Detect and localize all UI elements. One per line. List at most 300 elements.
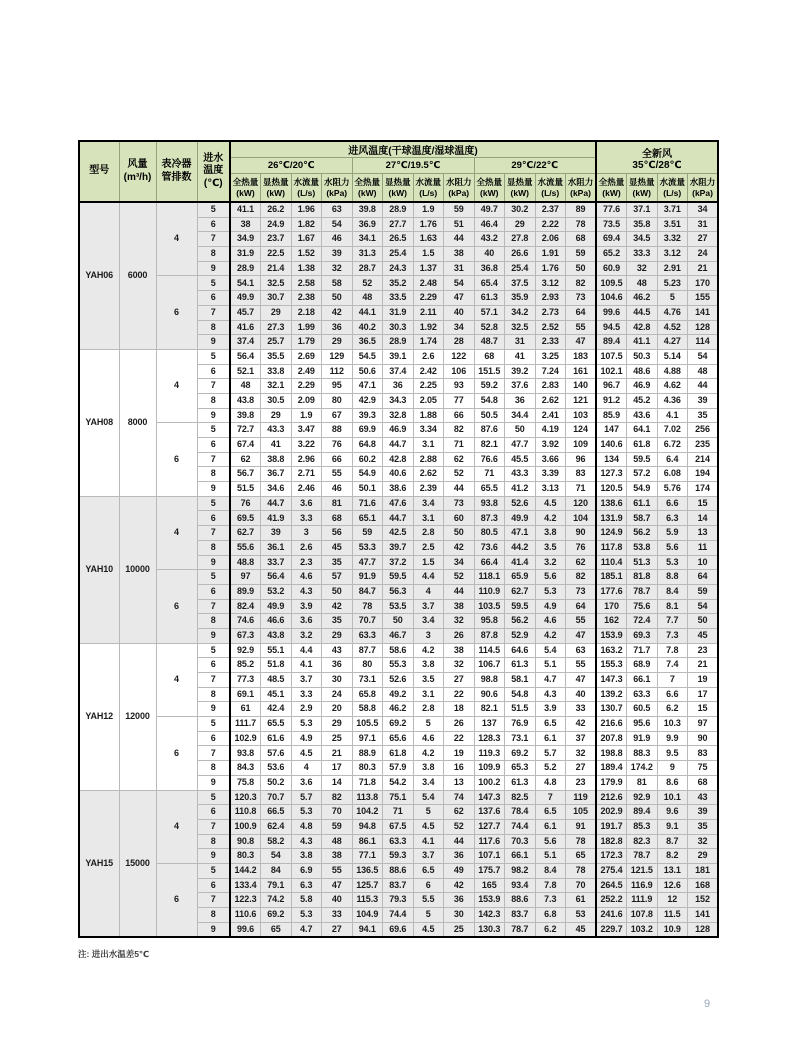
value-cell: 64 [566, 305, 597, 320]
value-cell: 2.49 [291, 364, 322, 379]
value-cell: 33.8 [261, 364, 292, 379]
value-cell: 3.5 [535, 540, 566, 555]
value-cell: 179.9 [596, 775, 627, 790]
value-cell: 6.72 [657, 438, 688, 453]
value-cell: 137.6 [474, 805, 505, 820]
value-cell: 57.1 [474, 305, 505, 320]
value-cell: 170 [596, 599, 627, 614]
value-cell: 43.8 [261, 628, 292, 643]
table-row [79, 496, 718, 511]
value-cell: 48.8 [230, 555, 261, 570]
value-cell: 41.9 [261, 511, 292, 526]
value-cell: 1.92 [413, 320, 444, 335]
value-cell: 90 [566, 526, 597, 541]
value-cell: 5.3 [291, 908, 322, 923]
value-cell: 82.4 [230, 599, 261, 614]
value-cell: 68 [688, 775, 719, 790]
value-cell: 42.8 [627, 320, 658, 335]
fresh-air-line2: 35℃/28℃ [632, 159, 682, 171]
value-cell: 81.8 [627, 570, 658, 585]
value-cell: 4.2 [413, 643, 444, 658]
value-cell: 34.1 [352, 232, 383, 247]
value-cell: 10.3 [657, 717, 688, 732]
value-cell: 46 [322, 232, 353, 247]
value-cell: 43.6 [627, 408, 658, 423]
value-cell: 3.4 [413, 614, 444, 629]
value-cell: 59 [566, 247, 597, 262]
value-cell: 3.6 [291, 496, 322, 511]
value-cell: 116.9 [627, 878, 658, 893]
value-cell: 45.2 [627, 393, 658, 408]
capacity-table [78, 140, 719, 938]
value-cell: 83.7 [383, 878, 414, 893]
value-cell: 56.3 [383, 584, 414, 599]
value-cell: 28.9 [383, 202, 414, 217]
value-cell: 93.8 [230, 746, 261, 761]
value-cell: 71 [383, 805, 414, 820]
value-cell: 183 [566, 349, 597, 364]
value-cell: 151.5 [474, 364, 505, 379]
table-row [79, 863, 718, 878]
water-temp-cell: 8 [197, 687, 230, 702]
value-cell: 55 [322, 467, 353, 482]
value-cell: 76.6 [474, 452, 505, 467]
value-cell: 8.2 [657, 849, 688, 864]
value-cell: 7.7 [657, 614, 688, 629]
value-cell: 87.3 [474, 511, 505, 526]
value-cell: 43.8 [230, 393, 261, 408]
water-temp-cell: 8 [197, 540, 230, 555]
value-cell: 39.2 [505, 364, 536, 379]
value-cell: 9.1 [657, 819, 688, 834]
value-cell: 39 [688, 393, 719, 408]
value-cell: 79.3 [383, 893, 414, 908]
value-cell: 44.7 [383, 438, 414, 453]
value-cell: 88.3 [627, 746, 658, 761]
value-cell: 27 [322, 922, 353, 937]
value-cell: 5.3 [535, 584, 566, 599]
value-cell: 62 [566, 555, 597, 570]
value-cell: 36.7 [261, 467, 292, 482]
value-cell: 21 [688, 658, 719, 673]
value-cell: 73 [444, 496, 475, 511]
metric-header-name: 水流量 [537, 177, 563, 188]
value-cell: 37.5 [505, 276, 536, 291]
value-cell: 69.2 [505, 746, 536, 761]
value-cell: 59 [444, 202, 475, 217]
value-cell: 1.63 [413, 232, 444, 247]
value-cell: 45.5 [505, 452, 536, 467]
value-cell: 4.2 [535, 628, 566, 643]
value-cell: 6 [413, 878, 444, 893]
value-cell: 39.8 [230, 408, 261, 423]
value-cell: 88.6 [383, 863, 414, 878]
value-cell: 84 [261, 863, 292, 878]
value-cell: 120.3 [230, 790, 261, 805]
value-cell: 65.1 [352, 511, 383, 526]
value-cell: 33 [566, 702, 597, 717]
value-cell: 29 [261, 408, 292, 423]
value-cell: 3.12 [535, 276, 566, 291]
value-cell: 2.22 [535, 217, 566, 232]
value-cell: 84.7 [352, 584, 383, 599]
value-cell: 89.4 [596, 335, 627, 350]
value-cell: 3.4 [413, 496, 444, 511]
value-cell: 3.9 [535, 702, 566, 717]
value-cell: 82.3 [627, 834, 658, 849]
value-cell: 1.38 [291, 261, 322, 276]
value-cell: 50 [505, 423, 536, 438]
value-cell: 74.2 [261, 893, 292, 908]
value-cell: 97 [688, 717, 719, 732]
metric-header-name: 显热量 [262, 177, 289, 188]
coil-rows-cell: 4 [156, 202, 197, 276]
value-cell: 113.8 [352, 790, 383, 805]
metric-header-unit: (kW) [602, 187, 621, 198]
value-cell: 4.1 [291, 658, 322, 673]
value-cell: 103.2 [627, 922, 658, 937]
value-cell: 4.4 [413, 570, 444, 585]
water-temp-cell: 6 [197, 511, 230, 526]
value-cell: 38 [322, 849, 353, 864]
value-cell: 161 [566, 364, 597, 379]
value-cell: 46.2 [383, 702, 414, 717]
value-cell: 91 [566, 819, 597, 834]
metric-header-unit: (kW) [266, 187, 285, 198]
value-cell: 107.8 [627, 908, 658, 923]
value-cell: 105.5 [352, 717, 383, 732]
value-cell: 54.2 [383, 775, 414, 790]
value-cell: 44 [688, 379, 719, 394]
value-cell: 202.9 [596, 805, 627, 820]
value-cell: 110.8 [230, 805, 261, 820]
value-cell: 65.5 [474, 482, 505, 497]
value-cell: 26 [444, 717, 475, 732]
value-cell: 81 [627, 775, 658, 790]
value-cell: 7 [535, 790, 566, 805]
value-cell: 3.6 [291, 614, 322, 629]
water-temp-cell: 5 [197, 202, 230, 217]
value-cell: 49.9 [261, 599, 292, 614]
metric-header-unit: (kW) [358, 187, 377, 198]
value-cell: 127.7 [474, 819, 505, 834]
metric-header-name: 显热量 [629, 177, 655, 188]
value-cell: 7.4 [657, 658, 688, 673]
water-temp-cell: 9 [197, 922, 230, 937]
value-cell: 49 [444, 863, 475, 878]
value-cell: 77.3 [230, 673, 261, 688]
value-cell: 102.1 [596, 364, 627, 379]
value-cell: 22.5 [261, 247, 292, 262]
metric-header-name: 水阻力 [323, 177, 350, 188]
value-cell: 73.5 [596, 217, 627, 232]
value-cell: 10 [688, 555, 719, 570]
airflow-cell: 12000 [119, 643, 156, 790]
value-cell: 25.4 [383, 247, 414, 262]
value-cell: 2.25 [413, 379, 444, 394]
value-cell: 51.3 [627, 555, 658, 570]
value-cell: 57 [322, 570, 353, 585]
value-cell: 58.8 [352, 702, 383, 717]
value-cell: 47 [444, 291, 475, 306]
table-row [79, 643, 718, 658]
value-cell: 252.2 [596, 893, 627, 908]
value-cell: 78.4 [505, 805, 536, 820]
water-temp-cell: 6 [197, 731, 230, 746]
value-cell: 74.4 [383, 908, 414, 923]
value-cell: 10.1 [657, 790, 688, 805]
water-temp-cell: 7 [197, 305, 230, 320]
value-cell: 60.5 [627, 702, 658, 717]
value-cell: 47 [566, 673, 597, 688]
value-cell: 4.3 [291, 834, 322, 849]
value-cell: 122 [444, 349, 475, 364]
value-cell: 138.6 [596, 496, 627, 511]
group-header-inlet-air: 进风温度(干球温度/湿球温度) [230, 141, 596, 158]
value-cell: 86.1 [352, 834, 383, 849]
water-temp-cell: 5 [197, 423, 230, 438]
value-cell: 3.1 [413, 511, 444, 526]
water-temp-cell: 6 [197, 658, 230, 673]
value-cell: 5.6 [535, 834, 566, 849]
value-cell: 3.7 [413, 599, 444, 614]
value-cell: 2.9 [291, 702, 322, 717]
value-cell: 61.3 [505, 658, 536, 673]
value-cell: 57.9 [383, 761, 414, 776]
value-cell: 44 [444, 584, 475, 599]
airflow-cell: 6000 [119, 202, 156, 349]
value-cell: 46.4 [474, 217, 505, 232]
value-cell: 9.6 [657, 805, 688, 820]
value-cell: 131.9 [596, 511, 627, 526]
value-cell: 46.6 [261, 614, 292, 629]
water-temp-cell: 9 [197, 482, 230, 497]
value-cell: 1.79 [291, 335, 322, 350]
value-cell: 66 [322, 452, 353, 467]
value-cell: 3.4 [413, 775, 444, 790]
value-cell: 63 [322, 202, 353, 217]
value-cell: 32.5 [261, 276, 292, 291]
value-cell: 71.8 [352, 775, 383, 790]
value-cell: 43.3 [505, 467, 536, 482]
value-cell: 47 [566, 335, 597, 350]
value-cell: 98.2 [505, 863, 536, 878]
value-cell: 55 [566, 614, 597, 629]
value-cell: 75.6 [627, 599, 658, 614]
value-cell: 4.88 [657, 364, 688, 379]
value-cell: 55 [566, 658, 597, 673]
value-cell: 39 [261, 526, 292, 541]
value-cell: 70 [566, 878, 597, 893]
metric-header [230, 174, 261, 203]
value-cell: 4.36 [657, 393, 688, 408]
metric-header [352, 174, 383, 203]
metric-header-name: 水流量 [659, 177, 686, 188]
value-cell: 42.4 [261, 702, 292, 717]
value-cell: 9.5 [657, 746, 688, 761]
value-cell: 65.2 [596, 247, 627, 262]
value-cell: 256 [688, 423, 719, 438]
value-cell: 56.4 [230, 349, 261, 364]
value-cell: 8.4 [657, 584, 688, 599]
value-cell: 3.92 [535, 438, 566, 453]
value-cell: 65.5 [261, 717, 292, 732]
value-cell: 264.5 [596, 878, 627, 893]
value-cell: 68.9 [627, 658, 658, 673]
value-cell: 141 [688, 305, 719, 320]
value-cell: 51.5 [505, 702, 536, 717]
value-cell: 50 [383, 614, 414, 629]
value-cell: 155.3 [596, 658, 627, 673]
value-cell: 44 [444, 482, 475, 497]
value-cell: 29 [688, 849, 719, 864]
value-cell: 133.4 [230, 878, 261, 893]
value-cell: 198.8 [596, 746, 627, 761]
value-cell: 54.9 [627, 482, 658, 497]
value-cell: 97 [230, 570, 261, 585]
value-cell: 67.4 [230, 438, 261, 453]
value-cell: 4.7 [291, 922, 322, 937]
value-cell: 54.5 [352, 349, 383, 364]
value-cell: 99.6 [230, 922, 261, 937]
value-cell: 34.2 [505, 305, 536, 320]
value-cell: 6.1 [535, 731, 566, 746]
value-cell: 207.8 [596, 731, 627, 746]
value-cell: 2.62 [413, 467, 444, 482]
water-temp-cell: 8 [197, 320, 230, 335]
value-cell: 152 [688, 893, 719, 908]
value-cell: 57.6 [261, 746, 292, 761]
value-cell: 63 [566, 643, 597, 658]
value-cell: 7 [657, 673, 688, 688]
value-cell: 1.88 [413, 408, 444, 423]
value-cell: 22 [444, 687, 475, 702]
value-cell: 34.6 [261, 482, 292, 497]
water-temp-cell: 6 [197, 217, 230, 232]
value-cell: 48.6 [627, 364, 658, 379]
value-cell: 83.7 [505, 908, 536, 923]
value-cell: 44.1 [352, 305, 383, 320]
metric-header-name: 显热量 [384, 177, 411, 188]
value-cell: 5.3 [657, 555, 688, 570]
value-cell: 4.1 [413, 834, 444, 849]
value-cell: 27.8 [505, 232, 536, 247]
value-cell: 95.6 [627, 717, 658, 732]
condition-header: 29℃/22℃ [474, 158, 596, 174]
value-cell: 56 [322, 526, 353, 541]
value-cell: 83 [566, 467, 597, 482]
value-cell: 117.8 [596, 540, 627, 555]
value-cell: 59 [352, 526, 383, 541]
value-cell: 89.4 [627, 805, 658, 820]
value-cell: 58 [322, 276, 353, 291]
value-cell: 8.6 [657, 775, 688, 790]
value-cell: 30 [322, 673, 353, 688]
water-temp-cell: 8 [197, 834, 230, 849]
value-cell: 105 [566, 805, 597, 820]
value-cell: 140.6 [596, 438, 627, 453]
value-cell: 42 [322, 305, 353, 320]
value-cell: 3.7 [291, 673, 322, 688]
value-cell: 19 [688, 673, 719, 688]
value-cell: 2.93 [535, 291, 566, 306]
value-cell: 73 [566, 291, 597, 306]
value-cell: 3 [291, 526, 322, 541]
value-cell: 95.8 [474, 614, 505, 629]
value-cell: 70.7 [352, 614, 383, 629]
table-row [79, 202, 718, 217]
value-cell: 275.4 [596, 863, 627, 878]
value-cell: 6.3 [657, 511, 688, 526]
metric-header-name: 全热量 [598, 177, 625, 188]
value-cell: 65.9 [505, 570, 536, 585]
value-cell: 2.6 [291, 540, 322, 555]
water-temp-cell: 7 [197, 232, 230, 247]
metric-header [322, 174, 353, 203]
value-cell: 80 [352, 658, 383, 673]
value-cell: 41.1 [230, 202, 261, 217]
value-cell: 69.2 [261, 908, 292, 923]
value-cell: 35.9 [505, 291, 536, 306]
value-cell: 84.3 [230, 761, 261, 776]
value-cell: 50 [444, 526, 475, 541]
value-cell: 50 [688, 614, 719, 629]
value-cell: 90 [688, 731, 719, 746]
value-cell: 36 [505, 393, 536, 408]
value-cell: 59.2 [474, 379, 505, 394]
fresh-air-line1: 全新风 [642, 148, 673, 160]
value-cell: 2.06 [535, 232, 566, 247]
value-cell: 43.2 [474, 232, 505, 247]
value-cell: 4.5 [413, 922, 444, 937]
value-cell: 54.8 [505, 687, 536, 702]
value-cell: 2.91 [657, 261, 688, 276]
value-cell: 75 [688, 761, 719, 776]
value-cell: 2.41 [535, 408, 566, 423]
value-cell: 153.9 [474, 893, 505, 908]
value-cell: 162 [596, 614, 627, 629]
value-cell: 12.6 [657, 878, 688, 893]
value-cell: 6.5 [535, 717, 566, 732]
value-cell: 45.7 [230, 305, 261, 320]
value-cell: 3.9 [291, 599, 322, 614]
value-cell: 4.27 [657, 335, 688, 350]
value-cell: 21 [688, 261, 719, 276]
metric-header [261, 174, 292, 203]
value-cell: 32.8 [383, 408, 414, 423]
value-cell: 98.8 [474, 673, 505, 688]
value-cell: 45.1 [261, 687, 292, 702]
value-cell: 110.9 [474, 584, 505, 599]
value-cell: 37.4 [383, 364, 414, 379]
water-temp-cell: 8 [197, 908, 230, 923]
value-cell: 85.3 [627, 819, 658, 834]
value-cell: 76 [566, 540, 597, 555]
value-cell: 42.5 [383, 526, 414, 541]
value-cell: 5.3 [291, 717, 322, 732]
coil-rows-cell: 4 [156, 790, 197, 863]
value-cell: 25 [444, 922, 475, 937]
value-cell: 32 [444, 614, 475, 629]
value-cell: 78.7 [627, 584, 658, 599]
value-cell: 81 [322, 496, 353, 511]
metric-header-unit: (L/s) [663, 187, 682, 198]
value-cell: 85.2 [230, 658, 261, 673]
value-cell: 61 [566, 893, 597, 908]
value-cell: 27 [444, 673, 475, 688]
value-cell: 4.5 [291, 746, 322, 761]
value-cell: 29 [505, 217, 536, 232]
